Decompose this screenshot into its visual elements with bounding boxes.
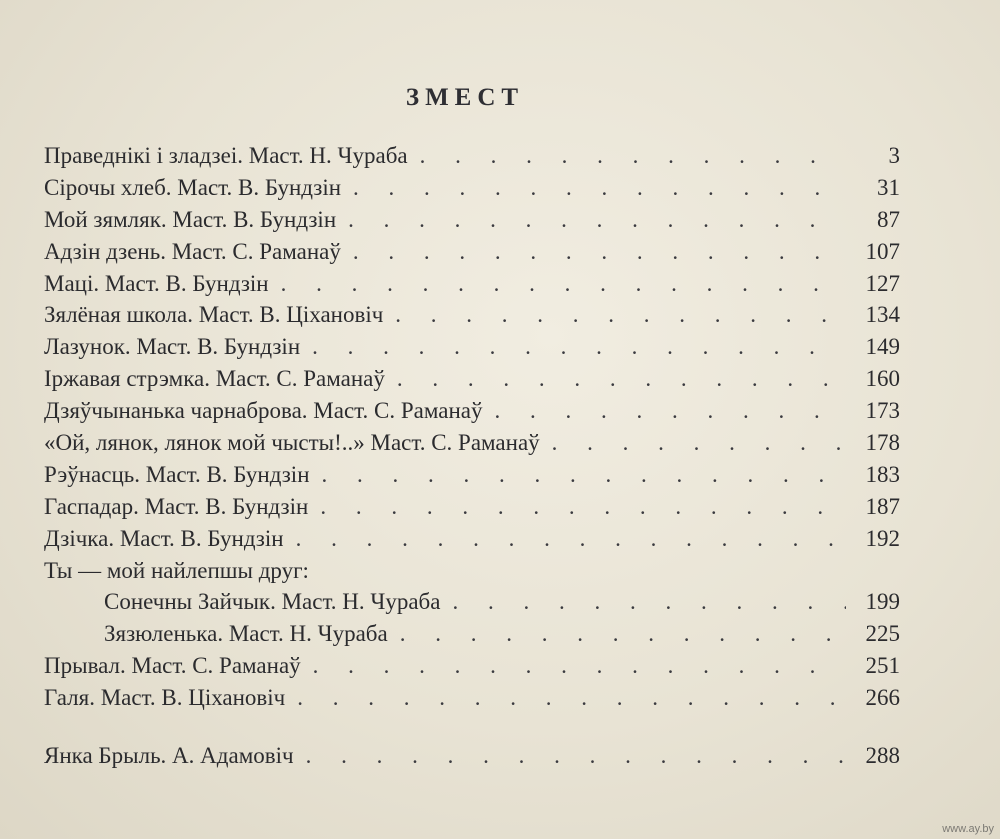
toc-entry-page: 107 <box>865 238 900 264</box>
toc-entry-page: 288 <box>865 743 900 769</box>
dot-leader <box>296 523 846 555</box>
toc-entry <box>44 427 900 459</box>
toc-entry-page: 127 <box>865 270 900 296</box>
toc-entry <box>44 331 900 363</box>
toc-entry-title: Маці. Маст. В. Бундзін <box>44 270 269 296</box>
dot-leader <box>452 586 846 618</box>
toc-sub-entry <box>44 618 900 650</box>
toc-entry-page: 266 <box>865 685 900 711</box>
dot-leader <box>353 236 846 268</box>
toc-entry-title: Дзяўчынанька чарнаброва. Маст. С. Раманаў <box>44 398 483 424</box>
toc-entry <box>44 459 900 491</box>
toc-entry-title: Янка Брыль. А. Адамовіч <box>44 743 294 769</box>
dot-leader <box>494 395 846 427</box>
toc-entry-page: 183 <box>865 461 900 487</box>
dot-leader <box>353 172 846 204</box>
toc-entry-title: Сонечны Зайчык. Маст. Н. Чураба <box>104 589 441 615</box>
toc-entry-title: Галя. Маст. В. Ціхановіч <box>44 685 286 711</box>
toc-entry-page: 178 <box>865 430 900 456</box>
toc-entry-title: Зязюленька. Маст. Н. Чураба <box>104 621 388 647</box>
table-of-contents <box>44 140 900 772</box>
dot-leader <box>395 299 846 331</box>
toc-entry <box>44 268 900 300</box>
page-title: ЗМЕСТ <box>405 84 525 111</box>
dot-leader <box>281 268 846 300</box>
toc-entry-page: 31 <box>877 174 900 200</box>
dot-leader <box>306 740 846 772</box>
toc-entry-title: Сірочы хлеб. Маст. В. Бундзін <box>44 174 342 200</box>
toc-entry-page: 87 <box>877 206 900 232</box>
dot-leader <box>322 459 847 491</box>
toc-entry <box>44 140 900 172</box>
toc-entry-title: Мой зямляк. Маст. В. Бундзін <box>44 206 337 232</box>
toc-entry-page: 225 <box>865 621 900 647</box>
toc-entry-page: 173 <box>865 398 900 424</box>
toc-entry <box>44 172 900 204</box>
toc-entry-title: Прывал. Маст. С. Раманаў <box>44 653 301 679</box>
toc-entry-title: Праведнікі і зладзеі. Маст. Н. Чураба <box>44 143 408 168</box>
dot-leader <box>320 491 846 523</box>
toc-entry-title: Адзін дзень. Маст. С. Раманаў <box>44 238 341 264</box>
toc-entry-title: «Ой, лянок, лянок мой чысты!..» Маст. С. Раманаў <box>44 430 540 456</box>
toc-entry-page: 187 <box>865 493 900 519</box>
toc-entry <box>44 236 900 268</box>
toc-entry <box>44 204 900 236</box>
toc-entry <box>44 363 900 395</box>
dot-leader <box>313 650 846 682</box>
toc-entry-page: 134 <box>865 302 900 328</box>
toc-entry-page: 192 <box>865 525 900 551</box>
toc-sub-entry <box>44 586 900 618</box>
toc-entry-page: 149 <box>865 334 900 360</box>
dot-leader <box>552 427 846 459</box>
dot-leader <box>312 331 846 363</box>
toc-entry <box>44 740 900 772</box>
dot-leader <box>420 140 846 172</box>
toc-entry <box>44 523 900 555</box>
dot-leader <box>348 204 846 236</box>
toc-entry-title: Лазунок. Маст. В. Бундзін <box>44 334 301 360</box>
toc-entry-title: Ты — мой найлепшы друг: <box>44 557 309 583</box>
toc-section-heading <box>44 555 900 587</box>
dot-leader <box>397 363 846 395</box>
toc-entry-title: Рэўнасць. Маст. В. Бундзін <box>44 461 310 487</box>
toc-entry-page: 3 <box>888 143 900 168</box>
toc-entry-title: Іржавая стрэмка. Маст. С. Раманаў <box>44 366 385 392</box>
toc-entry-title: Дзічка. Маст. В. Бундзін <box>44 525 284 551</box>
toc-entry-page: 199 <box>865 589 900 615</box>
toc-entry-title: Гаспадар. Маст. В. Бундзін <box>44 493 309 519</box>
watermark: www.ay.by <box>942 823 994 835</box>
toc-entry-page: 251 <box>865 653 900 679</box>
toc-entry <box>44 299 900 331</box>
toc-entry <box>44 650 900 682</box>
toc-entry <box>44 682 900 714</box>
toc-entry <box>44 395 900 427</box>
toc-entry-title: Зялёная школа. Маст. В. Ціхановіч <box>44 302 384 328</box>
toc-entry-page: 160 <box>865 366 900 392</box>
dot-leader <box>400 618 846 650</box>
toc-entry <box>44 491 900 523</box>
dot-leader <box>297 682 846 714</box>
